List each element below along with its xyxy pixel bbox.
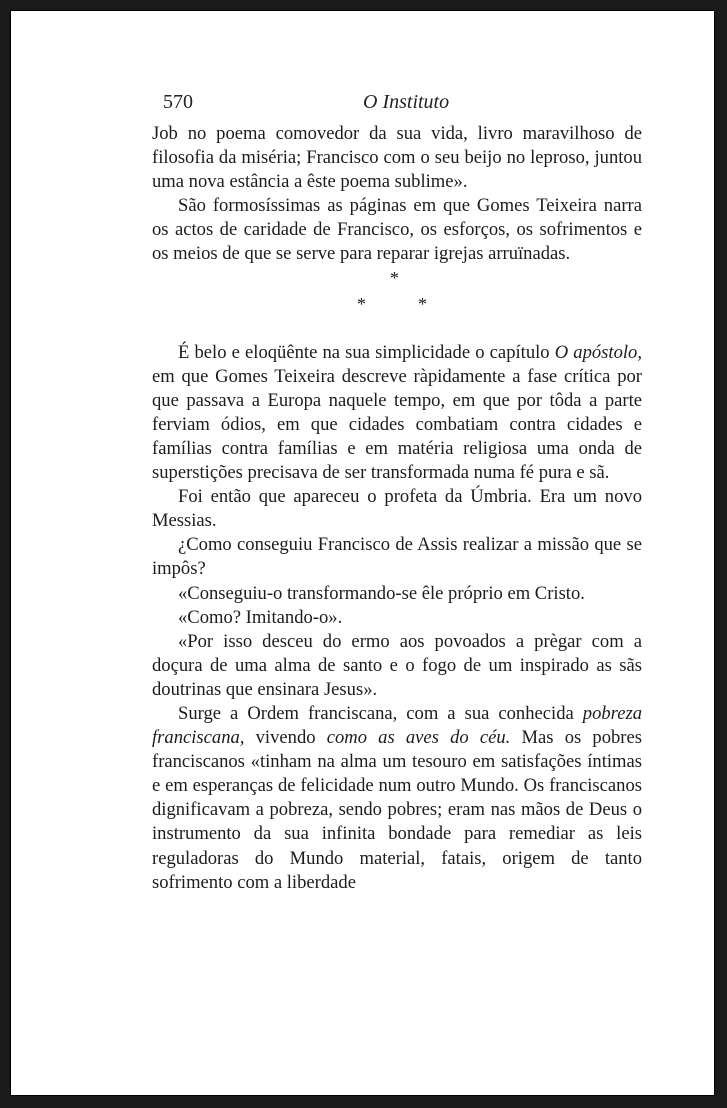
paragraph: É belo e eloqüênte na sua simplicidade o capítulo O apóstolo, em que Gomes Teixeira descreve ràpidamente a fase crítica por que passava a Europa naquele tempo, em que por tôda a parte ferviam ódios, em que cidades combatiam contra cidades e famílias contra famílias e em matéria religiosa uma onda de superstições precisava de ser transformada numa fé pura e sã. [152,341,642,484]
paragraph: ¿Como conseguiu Francisco de Assis realizar a missão que se impôs? [152,534,642,580]
paragraph: Surge a Ordem franciscana, com a sua conhecida pobreza franciscana, vivendo como as aves do céu. Mas os pobres franciscanos «tinham na alma um tesouro em satisfações íntimas e em esperanças de felicidade num outro Mundo. Os franciscanos dignificavam a pobreza, sendo pobres; eram nas mãos de Deus o instrumento da sua infinita bondade para remediar as leis reguladoras do Mundo material, fatais, origem de tanto sofrimento com a liberdade [152,702,642,893]
chapter-title: O apóstolo, [554,341,642,363]
asterisk: * [357,293,366,314]
paragraph: «Como? Imitando-o». [178,606,343,628]
asterisk: * [418,293,427,314]
asterisk: * [390,267,399,288]
page-number: 570 [163,91,193,113]
running-title: O Instituto [363,91,450,113]
emphasis: como as aves do céu. [326,727,511,749]
body-text [152,122,642,895]
paragraph: Foi então que apareceu o profeta da Úmbria. Era um novo Messias. [152,486,642,532]
paragraph: «Conseguiu-o transformando-se êle próprio em Cristo. [178,582,585,604]
section-separator [152,269,642,329]
paragraph: Job no poema comovedor da sua vida, livro maravilhoso de filosofia da miséria; Francisco com o seu beijo no leproso, juntou uma nova estância a êste poema sublime». [152,123,642,193]
paragraph: «Por isso desceu do ermo aos povoados a prègar com a doçura de uma alma de santo e o fogo de um inspirado as sãs doutrinas que ensinara Jesus». [152,630,642,700]
paragraph: São formosíssimas as páginas em que Gomes Teixeira narra os actos de caridade de Francisco, os esforços, os sofrimentos e os meios de que se serve para reparar igrejas arruïnadas. [152,195,642,265]
emphasis: pobreza franciscana, [152,702,642,749]
page-header [163,91,653,119]
